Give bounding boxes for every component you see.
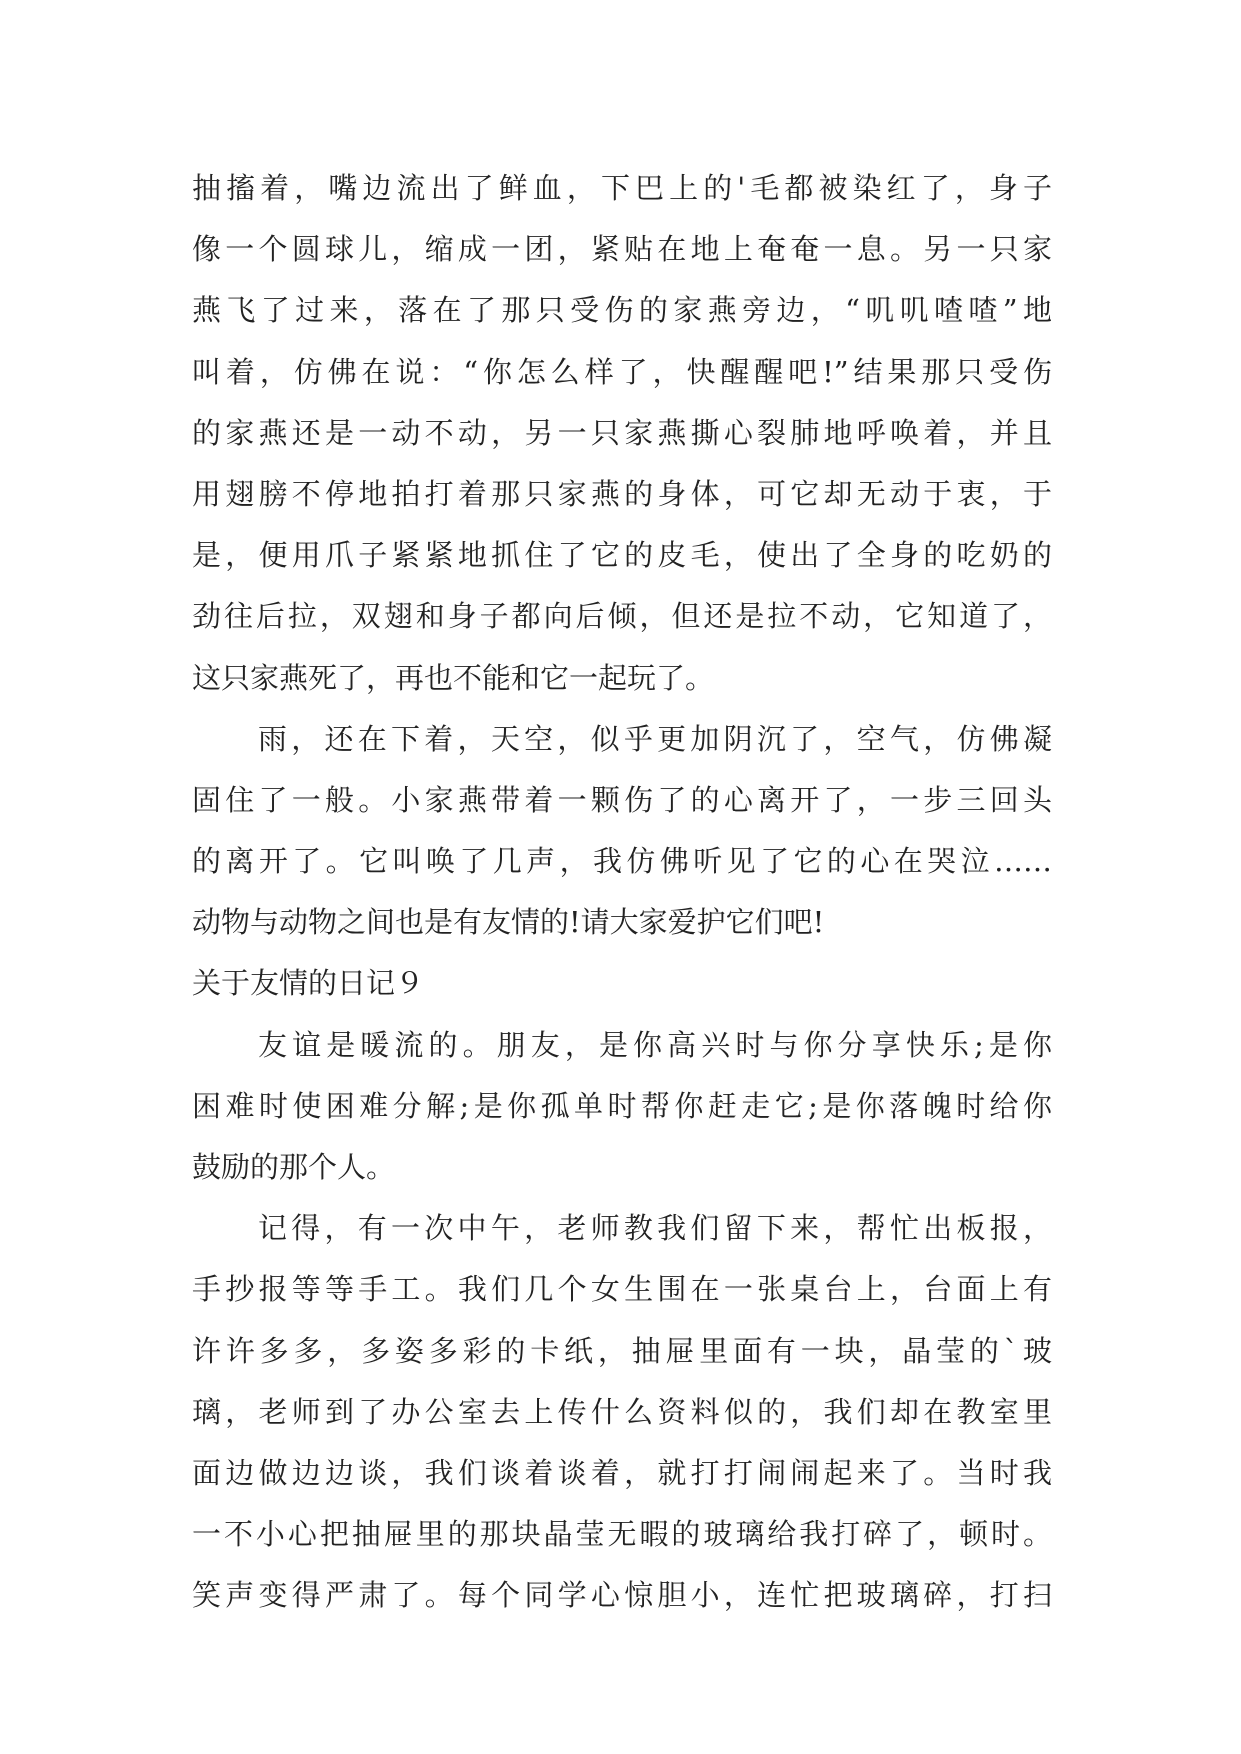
paragraph-start-line: 友谊是暖流的。朋友，是你高兴时与你分享快乐;是你	[258, 1027, 1052, 1062]
text-line: 璃，老师到了办公室去上传什么资料似的，我们却在教室里	[192, 1394, 1052, 1429]
text-line: 困难时使困难分解;是你孤单时帮你赶走它;是你落魄时给你	[192, 1088, 1052, 1123]
text-line: 手抄报等等手工。我们几个女生围在一张桌台上，台面上有	[192, 1272, 1052, 1307]
text-line: 劲往后拉，双翅和身子都向后倾，但还是拉不动，它知道了，	[192, 599, 1052, 634]
document-body	[192, 158, 1052, 1627]
text-line: 许许多多，多姿多彩的卡纸，抽屉里面有一块，晶莹的`玻	[192, 1333, 1052, 1368]
text-line: 像一个圆球儿，缩成一团，紧贴在地上奄奄一息。另一只家	[192, 232, 1052, 267]
text-line: 动物与动物之间也是有友情的!请大家爱护它们吧!	[192, 905, 825, 940]
text-line: 这只家燕死了，再也不能和它一起玩了。	[192, 660, 715, 695]
text-line: 固住了一般。小家燕带着一颗伤了的心离开了，一步三回头	[192, 782, 1052, 817]
text-line: 的离开了。它叫唤了几声，我仿佛听见了它的心在哭泣……	[192, 844, 1052, 879]
text-line: 燕飞了过来，落在了那只受伤的家燕旁边，“叽叽喳喳”地	[192, 293, 1052, 328]
text-line: 的家燕还是一动不动，另一只家燕撕心裂肺地呼唤着，并且	[192, 415, 1052, 450]
text-line: 一不小心把抽屉里的那块晶莹无暇的玻璃给我打碎了，顿时。	[192, 1517, 1052, 1552]
paragraph-start-line: 记得，有一次中午，老师教我们留下来，帮忙出板报，	[258, 1211, 1052, 1246]
paragraph-start-line: 雨，还在下着，天空，似乎更加阴沉了，空气，仿佛凝	[258, 721, 1052, 756]
text-line: 是，便用爪子紧紧地抓住了它的皮毛，使出了全身的吃奶的	[192, 538, 1052, 573]
text-line: 笑声变得严肃了。每个同学心惊胆小，连忙把玻璃碎，打扫	[192, 1578, 1052, 1613]
text-line: 面边做边边谈，我们谈着谈着，就打打闹闹起来了。当时我	[192, 1455, 1052, 1490]
text-line: 用翅膀不停地拍打着那只家燕的身体，可它却无动于衷，于	[192, 476, 1052, 511]
section-heading: 关于友情的日记９	[192, 966, 425, 1001]
text-line: 抽搐着，嘴边流出了鲜血，下巴上的'毛都被染红了，身子	[192, 171, 1052, 205]
text-line: 叫着，仿佛在说：“你怎么样了，快醒醒吧!”结果那只受伤	[192, 354, 1052, 389]
text-line: 鼓励的那个人。	[192, 1150, 396, 1184]
